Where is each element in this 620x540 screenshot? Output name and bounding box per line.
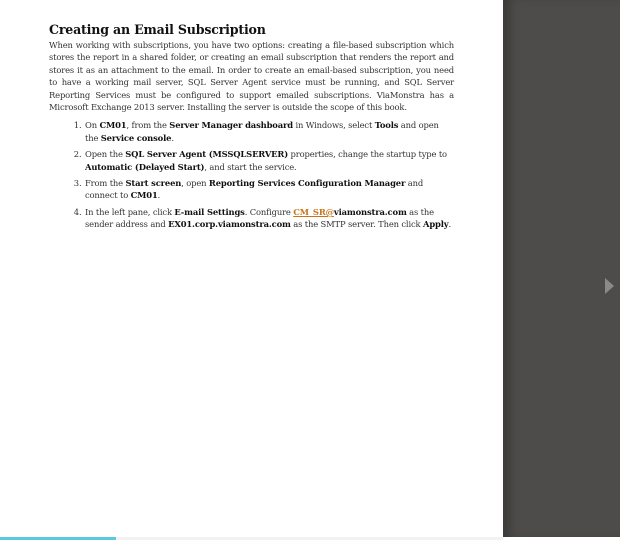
step-item [84, 119, 454, 144]
bold-term: Service console [100, 132, 172, 143]
bold-term: Apply [422, 219, 449, 230]
step-item [84, 148, 454, 173]
intro-paragraph: When working with subscriptions, you have two options: creating a file-based subscription which stores the report in a shared folder, or creating an email subscription that renders the report and stores it as an attachment to the email. In order to create an email-based subscription, you need to have a working mail server, SQL Server Agent service must be running, and SQL Server Reporting Services must be configured to support emailed subscriptions. ViaMonstra has a Microsoft Exchange 2013 server. Installing the server is outside the scope of this book. [49, 40, 454, 113]
bold-term: Server Manager dashboard [169, 120, 293, 131]
bold-term: Tools [374, 120, 399, 131]
side-panel [503, 0, 620, 537]
step-text: Open the [85, 149, 126, 160]
step-text: On [85, 120, 100, 131]
bold-term: EX01.corp.viamonstra.com [168, 219, 291, 230]
section-title: Creating an Email Subscription [49, 22, 266, 37]
bold-term: Reporting Services Configuration Manager [208, 178, 406, 189]
step-text: and connect to [85, 178, 424, 201]
bold-term: SQL Server Agent (MSSQLSERVER) [125, 149, 289, 160]
step-text: . [157, 190, 161, 201]
step-text: , and start the service. [204, 161, 297, 172]
step-text: as the SMTP server. Then click [290, 219, 423, 230]
step-text: , open [181, 178, 209, 189]
step-text: properties, change the startup type to [288, 149, 447, 160]
steps-list [49, 119, 454, 230]
step-text: in Windows, select [292, 120, 375, 131]
bold-term: CM01 [130, 190, 158, 201]
email-link[interactable]: CM_SR@ [293, 206, 334, 217]
bold-term: CM01 [99, 120, 127, 131]
bold-term: Automatic (Delayed Start) [85, 161, 205, 172]
step-item [84, 206, 454, 231]
step-text: From the [85, 178, 126, 189]
chevron-right-icon[interactable] [605, 278, 614, 294]
step-text: . [171, 132, 174, 143]
step-text: and open the [85, 120, 439, 143]
step-text: , from the [126, 120, 170, 131]
step-text: as the sender address and [85, 206, 434, 230]
step-text: . Configure [244, 206, 294, 217]
bold-term: viamonstra.com [333, 206, 407, 217]
page-content [49, 22, 454, 235]
step-item [84, 177, 454, 202]
step-text: In the left pane, click [85, 206, 175, 217]
step-text: . [448, 219, 451, 230]
bold-term: E-mail Settings [174, 206, 245, 217]
bold-term: Start screen [125, 178, 182, 189]
